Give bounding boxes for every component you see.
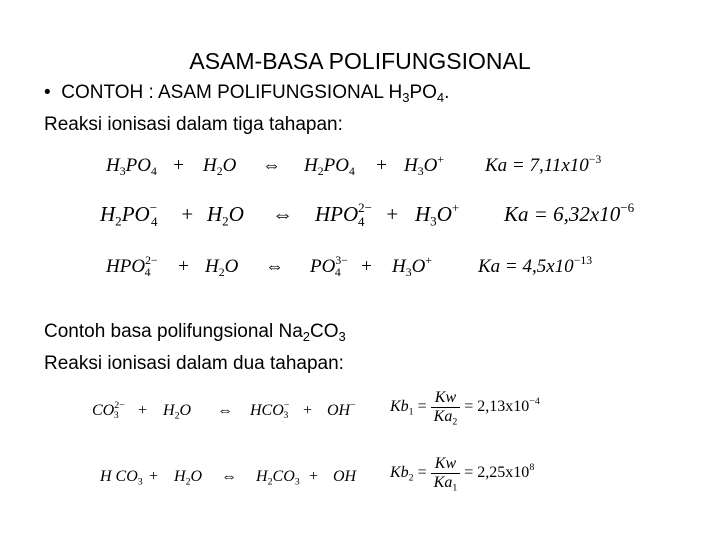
- equilibrium-arrow: ⇔: [217, 402, 233, 419]
- plus-sign: +: [302, 402, 313, 419]
- reactant-hco3: H $CO_3$: [100, 468, 143, 488]
- product-oh: OH: [333, 468, 357, 485]
- ka-value: $Ka = 6,32x10^{-6}$: [504, 199, 635, 226]
- kb2-expression: $Kb_2$ = $\frac{Kw}{Ka_1}$ = $2,25x10^8$: [390, 455, 535, 494]
- equilibrium-arrow: ⇔: [272, 202, 293, 226]
- equilibrium-arrow: ⇔: [265, 256, 284, 277]
- plus-sign: +: [385, 202, 400, 226]
- page-title: ASAM-BASA POLIFUNGSIONAL: [189, 48, 531, 74]
- reactant-h3po4: $H_3PO_4$: [106, 155, 157, 179]
- product-oh: OH−: [327, 400, 356, 419]
- base-intro-2: Reaksi ionisasi dalam dua tahapan:: [44, 353, 344, 374]
- reactant-h2o: $H_2O$: [203, 155, 237, 179]
- reactant-co3: $CO^{2-}_3$: [92, 400, 125, 422]
- reactant-h2po4: $H_2PO^-_4$: [100, 199, 158, 229]
- reactant-h2o: $H_2O$: [205, 256, 239, 280]
- product-po4: $PO^{3-}_4$: [310, 253, 348, 280]
- product-h2po4: $H_2PO_4$: [304, 155, 355, 179]
- product-hco3: $HCO^-_3$: [250, 400, 290, 422]
- product-h3o: $H_3O^+$: [404, 152, 444, 179]
- plus-sign: +: [172, 155, 185, 176]
- plus-sign: +: [177, 256, 190, 277]
- product-hpo4: $HPO^{2-}_4$: [315, 199, 373, 229]
- plus-sign: +: [360, 256, 373, 277]
- equilibrium-arrow: ⇔: [262, 155, 281, 176]
- ka-value: $Ka = 4,5x10^{-13}$: [478, 253, 593, 277]
- reactant-h2o: $H_2O$: [163, 402, 192, 422]
- bullet-symbol: •: [44, 82, 51, 103]
- kb1-expression: $Kb_1$ = $\frac{Kw}{Ka_2}$ = $2,13x10^{-4}$: [390, 389, 540, 428]
- ka-value: $Ka = 7,11x10^{-3}$: [485, 152, 602, 176]
- product-h3o: $H_3O^+$: [415, 199, 460, 229]
- equilibrium-arrow: ⇔: [221, 468, 237, 485]
- plus-sign: +: [375, 155, 388, 176]
- base-intro: Contoh basa polifungsional $Na_2CO_3$: [44, 321, 346, 344]
- plus-sign: +: [148, 468, 159, 485]
- reactant-h2o: $H_2O$: [207, 202, 244, 229]
- plus-sign: +: [308, 468, 319, 485]
- plus-sign: +: [180, 202, 195, 226]
- acid-intro: Reaksi ionisasi dalam tiga tahapan:: [44, 114, 343, 135]
- bullet-line: • CONTOH : ASAM POLIFUNGSIONAL $H_3PO_4$.: [44, 82, 450, 105]
- reactant-hpo4: $HPO^{2-}_4$: [106, 253, 158, 280]
- product-h3o: $H_3O^+$: [392, 253, 432, 280]
- product-h2co3: $H_2CO_3$: [256, 468, 300, 488]
- reactant-h2o: $H_2O$: [174, 468, 203, 488]
- plus-sign: +: [137, 402, 148, 419]
